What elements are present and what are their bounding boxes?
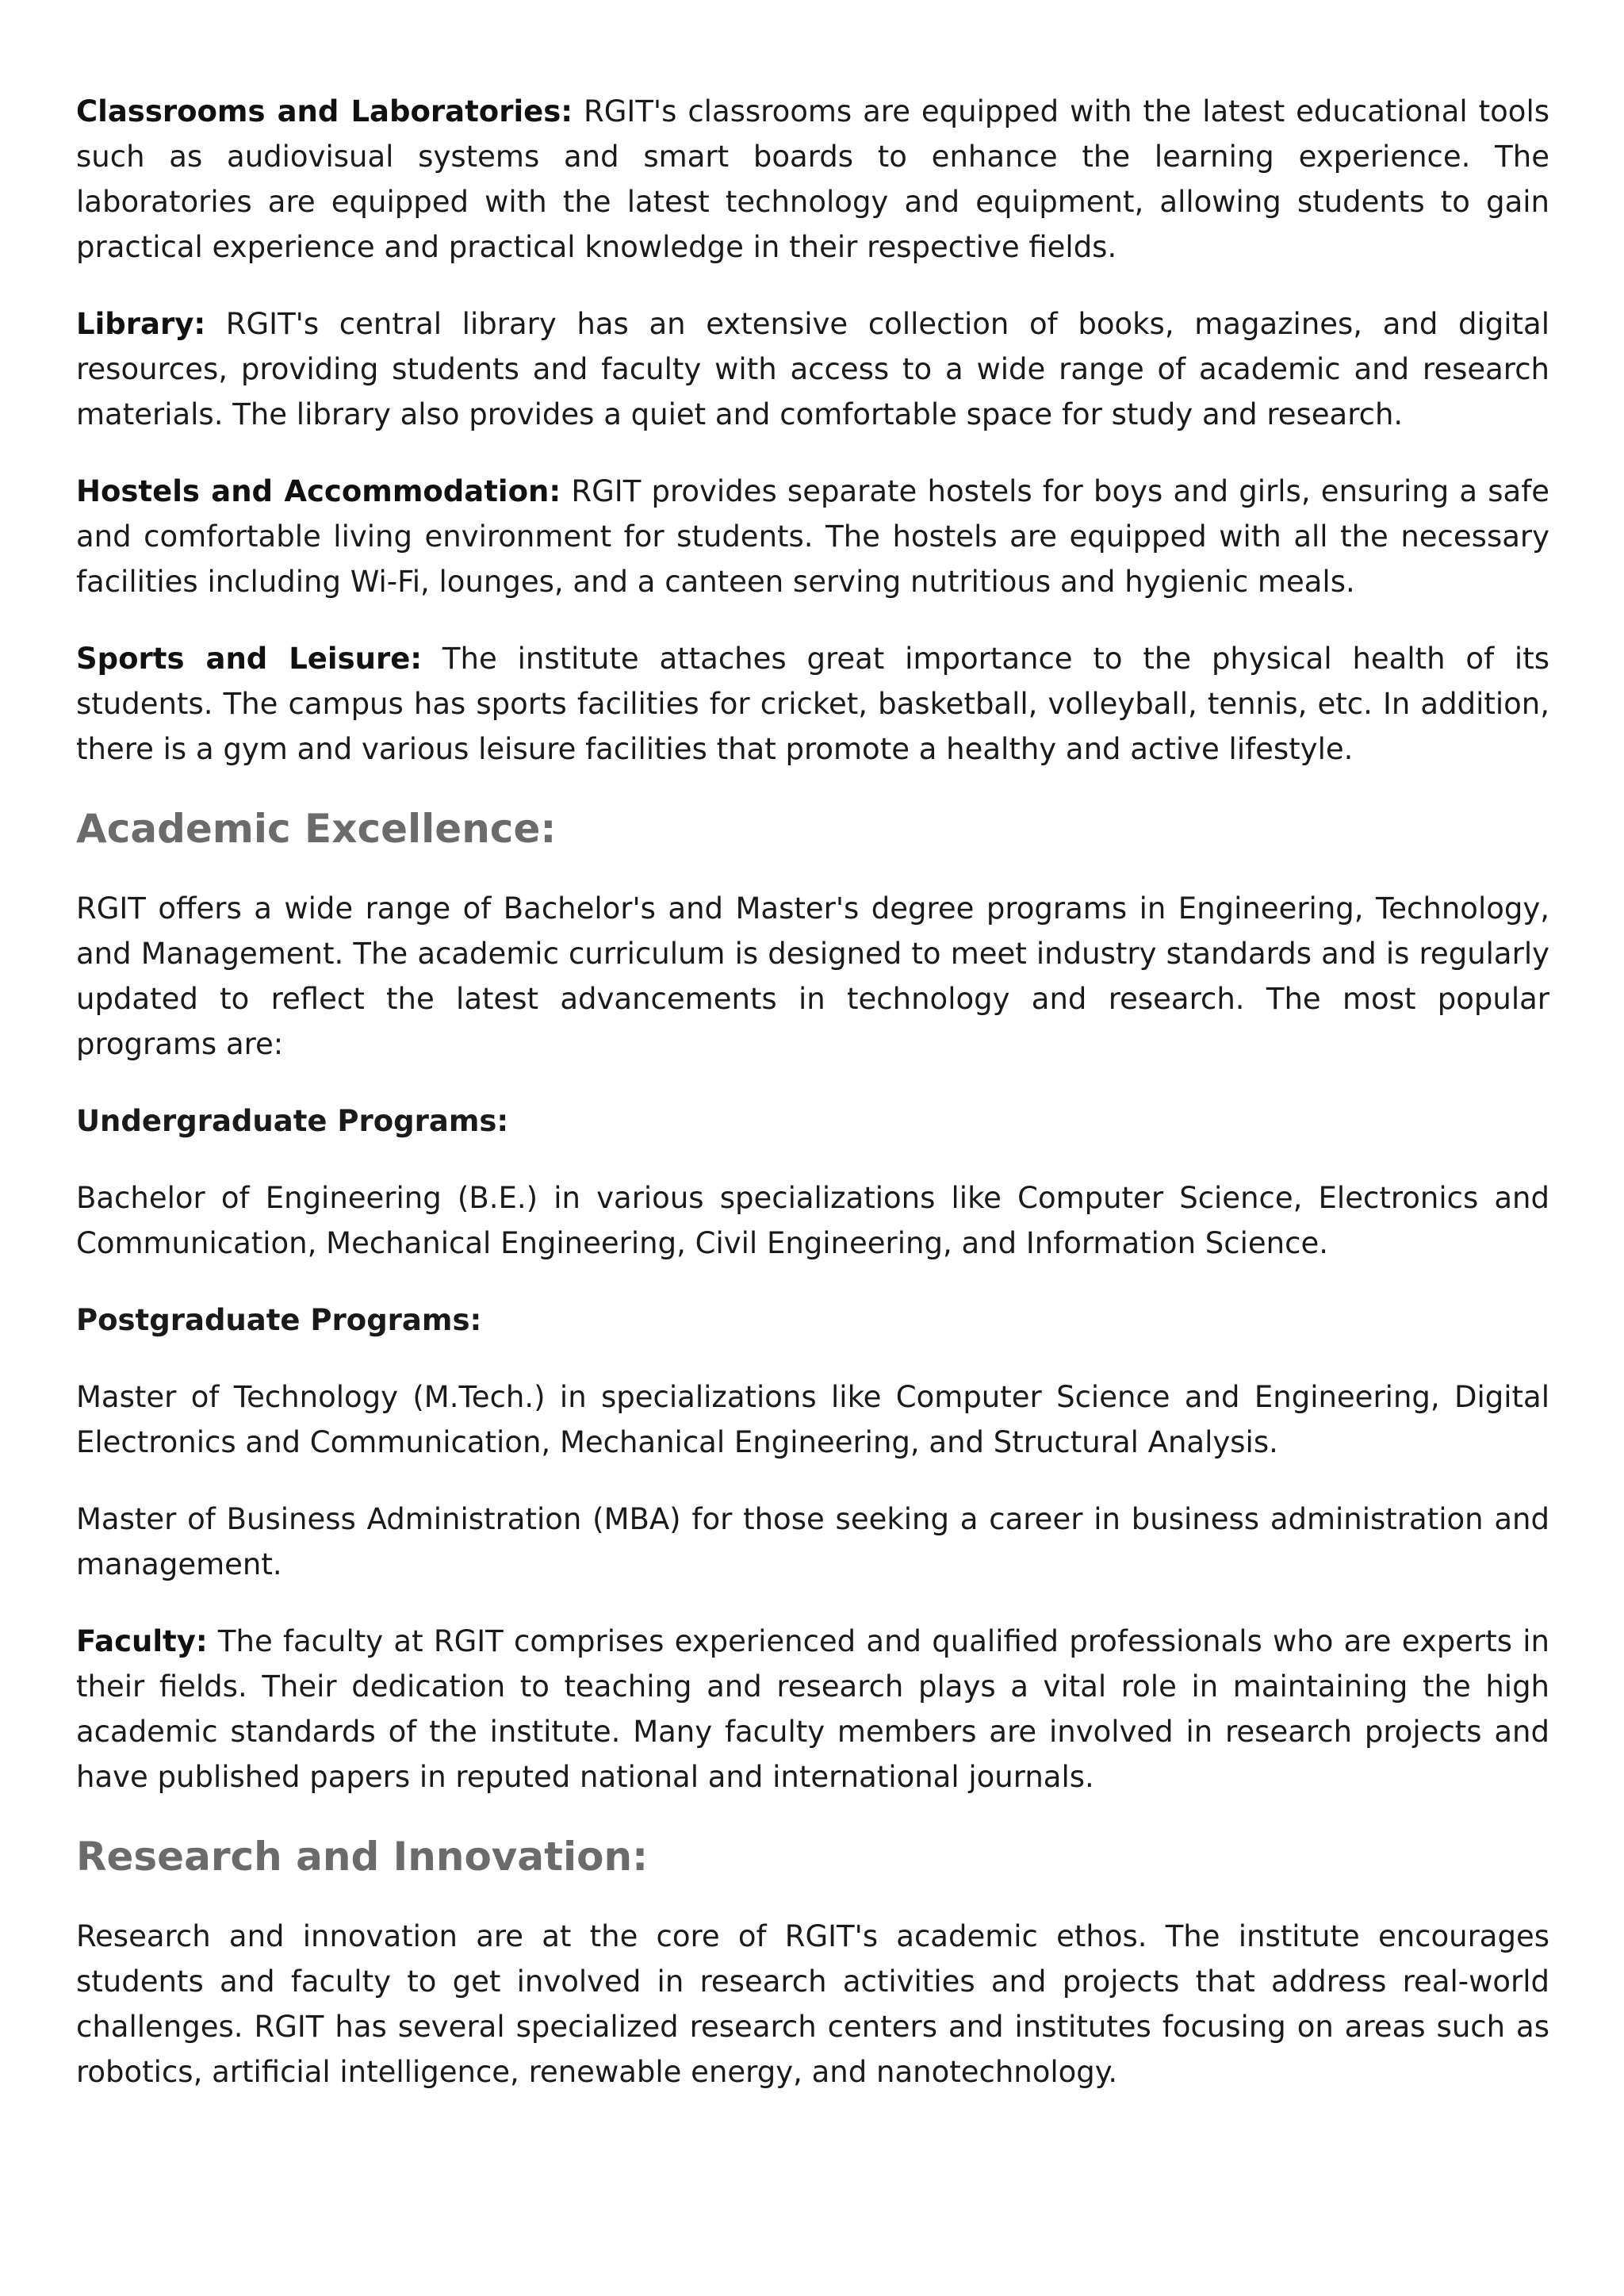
academic-intro-paragraph: RGIT offers a wide range of Bachelor's and Master's degree programs in Engineering, Technology, and Management. The academic curriculum is designed to meet industry standards and is regularly updated to reflect the latest advancements in technology and research. The most popular programs are: — [76, 891, 1549, 1061]
facility-text: RGIT provides separate hostels for boys and girls, ensuring a safe and comfortable living environment for students. The hostels are equipped with all the necessary facilities including Wi-Fi, lounges, and a canteen serving nutritious and hygienic meals. — [76, 474, 1550, 599]
faculty-label: Faculty: — [76, 1624, 208, 1658]
undergrad-programs-heading: Undergraduate Programs: — [76, 1104, 509, 1138]
faculty-text: The faculty at RGIT comprises experienced and qualified professionals who are experts in their fields. Their dedication to teaching and research plays a vital role in maintaining the high academic standards of the institute. Many faculty members are involved in research projects and have published papers in reputed national and international journals. — [76, 1624, 1549, 1794]
facility-text: The institute attaches great importance to the physical health of its students. The campus has sports facilities for cricket, basketball, volleyball, tennis, etc. In addition, there is a gym and various leisure facilities that promote a healthy and active lifestyle. — [76, 642, 1549, 766]
facility-hostels-paragraph — [76, 469, 1549, 604]
faculty-paragraph — [76, 1619, 1549, 1800]
postgrad-mtech-paragraph: Master of Technology (M.Tech.) in specializations like Computer Science and Engineering, Digital Electronics and Communication, Mechanical Engineering, and Structural Analysis. — [76, 1380, 1549, 1459]
research-innovation-heading: Research and Innovation: — [76, 1834, 649, 1880]
facility-sports-paragraph — [76, 636, 1549, 772]
facility-label: Hostels and Accommodation: — [76, 474, 561, 508]
facility-text: RGIT's central library has an extensive collection of books, magazines, and digital resources, providing students and faculty with access to a wide range of academic and research materials. The library also provides a quiet and comfortable space for study and research. — [76, 307, 1549, 431]
facility-label: Classrooms and Laboratories: — [76, 94, 573, 128]
document-page — [76, 89, 1549, 2126]
postgrad-programs-heading: Postgraduate Programs: — [76, 1303, 482, 1337]
facility-library-paragraph — [76, 301, 1549, 437]
facility-label: Sports and Leisure: — [76, 642, 423, 676]
facility-label: Library: — [76, 307, 206, 341]
research-paragraph: Research and innovation are at the core of RGIT's academic ethos. The institute encourages students and faculty to get involved in research activities and projects that address real-world challenges. RGIT has several specialized research centers and institutes focusing on areas such as robotics, artificial intelligence, renewable energy, and nanotechnology. — [76, 1919, 1549, 2089]
academic-excellence-heading: Academic Excellence: — [76, 806, 557, 852]
facility-text: RGIT's classrooms are equipped with the latest educational tools such as audiovisual systems and smart boards to enhance the learning experience. The laboratories are equipped with the latest technology and equipment, allowing students to gain practical experience and practical knowledge in their respective fields. — [76, 94, 1550, 264]
undergrad-programs-paragraph: Bachelor of Engineering (B.E.) in various specializations like Computer Science, Electronics and Communication, Mechanical Engineering, Civil Engineering, and Information Science. — [76, 1181, 1549, 1260]
facility-classrooms-paragraph — [76, 89, 1549, 270]
postgrad-mba-paragraph: Master of Business Administration (MBA) for those seeking a career in business administration and management. — [76, 1502, 1549, 1581]
